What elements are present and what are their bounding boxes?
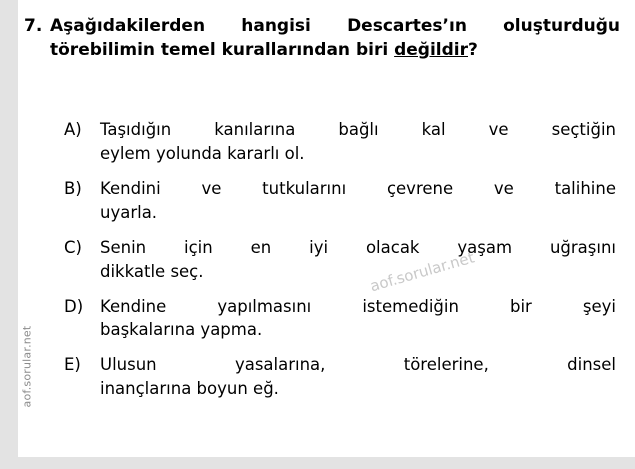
option-c-line-2: dikkatle seç. bbox=[100, 261, 204, 281]
question-line-1-part-2: hangisi bbox=[241, 16, 311, 36]
option-c-text bbox=[100, 236, 616, 284]
question-line-2: oluşturduğu törebilimin temel kurallarından bbox=[50, 16, 620, 61]
option-e-line-1: Ulusun yasalarına, törelerine, dinsel bbox=[100, 355, 616, 375]
center-watermark: aof.sorular.net bbox=[368, 248, 477, 296]
option-d-line-1: Kendine yapılmasını istemediğin bir şeyi bbox=[100, 296, 616, 316]
option-c-line-1: Senin için en iyi olacak yaşam uğraşını bbox=[100, 237, 616, 257]
options-list bbox=[64, 118, 624, 412]
left-margin-strip bbox=[0, 0, 18, 469]
question-line-3-prefix: biri bbox=[355, 40, 395, 61]
question-line-1-part-3: Descartes’ın bbox=[347, 16, 467, 36]
option-b-line-1: Kendini ve tutkularını çevrene ve talihine bbox=[100, 178, 616, 198]
option-c[interactable] bbox=[64, 236, 624, 284]
question-line-3-suffix: ? bbox=[468, 40, 478, 61]
option-d[interactable] bbox=[64, 295, 624, 343]
option-d-text bbox=[100, 295, 616, 343]
option-e-label: E) bbox=[64, 355, 81, 375]
option-b-text bbox=[100, 177, 616, 225]
question-text bbox=[50, 14, 620, 62]
option-a-line-1: Taşıdığın kanılarına bağlı kal ve seçtiğin bbox=[100, 120, 616, 139]
option-e-line-2: inançlarına boyun eğ. bbox=[100, 379, 279, 399]
option-b-line-2: uyarla. bbox=[100, 202, 158, 222]
option-b-label: B) bbox=[64, 178, 82, 198]
option-e-text bbox=[100, 353, 616, 401]
question-negation-keyword: değildir bbox=[394, 40, 468, 61]
option-a[interactable] bbox=[64, 118, 624, 166]
option-a-line-2: eylem yolunda kararlı ol. bbox=[100, 143, 305, 163]
option-d-label: D) bbox=[64, 296, 84, 316]
side-watermark: aof.sorular.net bbox=[20, 325, 34, 408]
option-e[interactable] bbox=[64, 353, 624, 401]
option-b[interactable] bbox=[64, 177, 624, 225]
option-a-label: A) bbox=[64, 120, 82, 139]
bottom-margin-strip bbox=[0, 457, 635, 469]
question-line-1-part-1: Aşağıdakilerden bbox=[50, 16, 206, 36]
question-line-1 bbox=[50, 16, 503, 36]
question-content bbox=[18, 0, 635, 457]
option-a-text bbox=[100, 118, 616, 166]
option-d-line-2: başkalarına yapma. bbox=[100, 320, 263, 340]
question-block bbox=[24, 14, 624, 62]
option-c-label: C) bbox=[64, 237, 82, 257]
question-number: 7. bbox=[24, 16, 43, 36]
question-line-3 bbox=[356, 40, 478, 60]
